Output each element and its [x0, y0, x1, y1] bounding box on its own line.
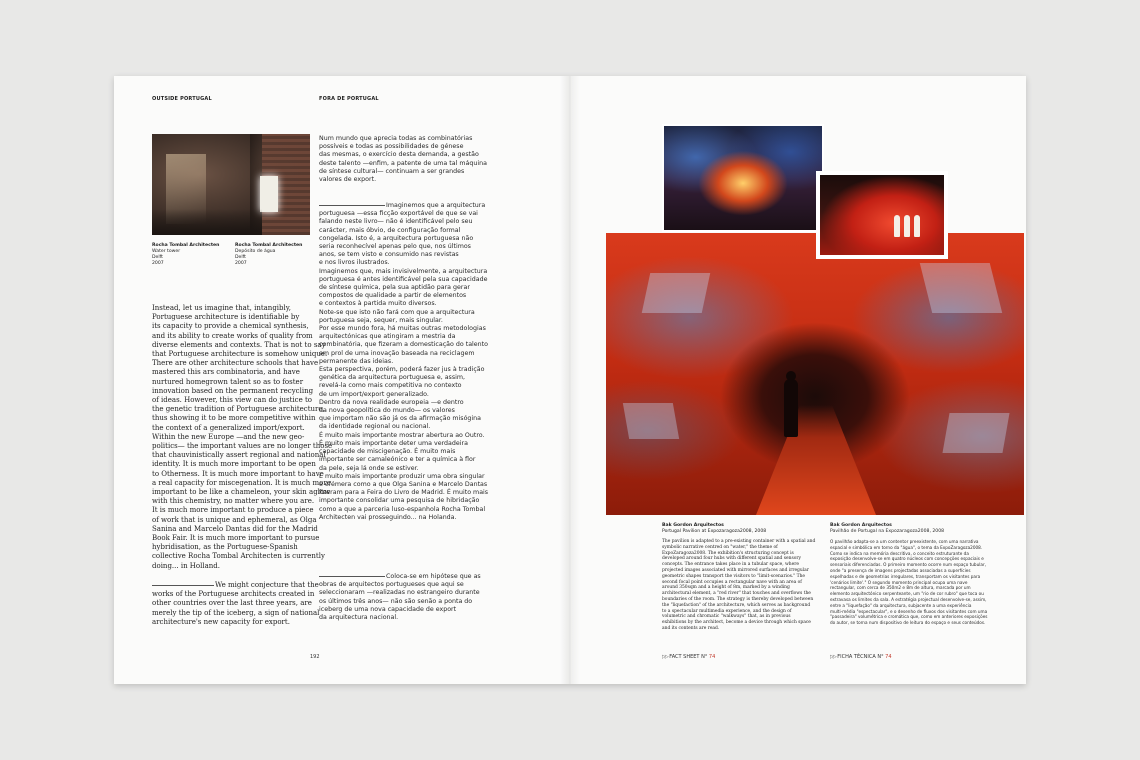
- caption-line: developed around four hubs with different spatial and sensory: [662, 556, 801, 562]
- text-line: de síntese cultural— continuam a ser grandes: [319, 167, 465, 175]
- text-line: falando neste livro— não é identificável pelo seu: [319, 218, 473, 226]
- figure-white: [904, 215, 910, 237]
- caption-line: elemento arquitectónico serpenteante, um "rio de cor rubro" que toca ou: [830, 591, 984, 597]
- caption-line: "passadeira" volumétrica e cromática que, como em anteriores exposições: [830, 614, 988, 620]
- text-line: portuguesa —essa ficção exportável de que se vai: [319, 210, 478, 218]
- caption-line: sensoriais diferenciadas. O primeiro momento ocorre num espaço tubular,: [830, 562, 987, 568]
- right-page: [570, 76, 1026, 684]
- text-line: arquitectónicas que atingiram a mestria da: [319, 333, 456, 341]
- text-line: seria reconhecível apenas pelo que, nos últimos: [319, 243, 471, 251]
- caption-line: the "liquefaction" of the architecture, which serves as background: [662, 602, 811, 608]
- figure-white: [914, 215, 920, 237]
- text-line: obras de arquitectos portugueses que aqui se: [319, 581, 464, 589]
- text-line: de um import/export generalizado.: [319, 390, 429, 398]
- caption-line: ExpoZaragoza2008. The exhibition's structuring concept is: [662, 550, 794, 556]
- english-body-conjecture: [152, 581, 320, 627]
- text-line: compostos de qualidade a partir de elementos: [319, 292, 467, 300]
- caption-line: to a spectacular multimedia experience, and the design of: [662, 608, 792, 614]
- caption-line: espacial e simbólica em torno da "água", o tema da ExpoZaragoza2008.: [830, 544, 983, 550]
- text-line: Imaginemos que a arquitectura: [319, 202, 489, 210]
- mirror-shard: [623, 403, 679, 439]
- text-line: possíveis e todas as possibilidades de génese: [319, 143, 464, 151]
- text-line: merely the tip of the iceberg, a sign of national: [152, 608, 320, 617]
- text-line: Imaginemos que, mais invisivelmente, a arquitectura: [319, 267, 488, 275]
- portuguese-body-main: [319, 202, 489, 522]
- text-line: with this chemistry, no matter where you are.: [152, 497, 315, 506]
- visitor-silhouette: [784, 379, 798, 437]
- caption-title: Rocha Tombal Architecten: [235, 243, 303, 248]
- text-line: Coloca-se em hipótese que as: [319, 573, 489, 581]
- text-line: importante ser camaleónico e ter a química à flor: [319, 456, 476, 464]
- caption-title: Bak Gordon Arquitectos: [662, 523, 724, 528]
- lead-rule: [152, 584, 214, 586]
- caption-line: boundaries of the room. The strategy is thereby developed between: [662, 596, 814, 602]
- text-line: and its ability to create works of quality from: [152, 331, 313, 340]
- caption-line: 2007: [152, 261, 164, 266]
- text-line: diverse elements and contexts. That is not to say: [152, 340, 326, 349]
- text-line: We might conjecture that the: [152, 581, 312, 590]
- text-line: Portuguese architecture is identifiable by: [152, 313, 300, 322]
- caption-line: concepts. The entrance takes place in a tubular space, where: [662, 562, 799, 568]
- text-line: carácter, mais óbvio, de configuração formal: [319, 226, 461, 234]
- caption-line: exposição desenvolve-se em quatro núcleos com concepções espaciais e: [830, 556, 984, 562]
- text-line: Note-se que isto não fará com que a arquitectura: [319, 308, 475, 316]
- caption-line: around 350sqm and a height of 8m, marked by a winding: [662, 585, 790, 591]
- text-line: em prol de uma inovação baseada na reciclagem: [319, 349, 475, 357]
- text-line: to Otherness. It is much more important to have: [152, 469, 324, 478]
- water-tower-photo: [152, 134, 310, 235]
- caption-line: architectural element, a "red river" that touches and overflows the: [662, 591, 811, 597]
- text-line: It is much more important to produce a piece: [152, 506, 314, 515]
- footer-label: FACT SHEET N°: [669, 654, 708, 660]
- lead-rule: [319, 204, 385, 206]
- text-line: É muito mais importante mostrar abertura ao Outro.: [319, 431, 485, 439]
- mirror-shard: [642, 273, 711, 313]
- text-line: identity. It is much more important to be open: [152, 460, 316, 469]
- text-line: importante consolidar uma pesquisa de hibridação: [319, 497, 480, 505]
- text-line: the context of a generalized import/export.: [152, 423, 305, 432]
- text-line: doing... in Holland.: [152, 561, 220, 570]
- caption-body: [830, 539, 994, 626]
- text-line: deste talento —enfim, a patente de uma tal máquina: [319, 159, 487, 167]
- text-line: permanente das ideias.: [319, 357, 394, 365]
- caption-line: projected images associated with mirrored surfaces and irregular: [662, 567, 809, 573]
- text-line: seleccionaram —realizadas no estrangeiro durante: [319, 589, 480, 597]
- caption-line: Delft: [235, 255, 246, 260]
- caption-line: O pavilhão adapta-se a um contentor preexistente, com uma narrativa: [830, 539, 979, 544]
- caption-line: 'cenários limite'." O segundo momento principal ocupa uma nave: [830, 579, 968, 585]
- text-line: como a que a parceria luso-espanhola Rocha Tombal: [319, 505, 486, 513]
- text-line: os últimos três anos— não são senão a ponta do: [319, 597, 473, 605]
- caption-line: extravasa os limites da sala. A estratégia projectual desenvolve-se, assim,: [830, 596, 987, 602]
- caption-line: and its contents are read.: [662, 625, 720, 631]
- tunnel-projection-photo: [662, 124, 824, 232]
- text-line: revelá-la como mais competitiva no contexto: [319, 382, 462, 390]
- text-line: Num mundo que aprecia todas as combinatórias: [319, 135, 473, 142]
- footer-label: FICHA TÉCNICA N°: [837, 654, 884, 660]
- left-page: [114, 76, 570, 684]
- red-walkway: [716, 405, 916, 515]
- text-line: Por esse mundo fora, há muitas outras metodologias: [319, 325, 486, 333]
- text-line: that Portuguese architecture is somehow unique.: [152, 350, 328, 359]
- text-line: iceberg de uma nova capacidade de export: [319, 605, 457, 613]
- caption-subtitle: Portugal Pavilion at Expozaragoza2008, 2008: [662, 529, 767, 534]
- caption-line: Delft: [152, 255, 163, 260]
- magazine-spread: [114, 76, 1026, 684]
- caption-line: entre a "liquefação" da arquitectura, subjacente a uma experiência: [830, 602, 972, 608]
- text-line: Esta perspectiva, porém, poderá fazer jus à tradição: [319, 366, 485, 374]
- text-line: of ideas. However, this view can do justice to: [152, 396, 313, 405]
- text-line: de síntese química, pela sua aptidão para gerar: [319, 284, 470, 292]
- footer-number: 74: [708, 654, 716, 660]
- text-line: of work that is unique and ephemeral, as Olga: [152, 515, 317, 524]
- caption-line: do autor, se torna num dispositivo de leitura do espaço e seus conteúdos.: [830, 620, 986, 626]
- text-line: There are other architecture schools that have: [152, 359, 319, 368]
- text-line: genética da arquitectura portuguesa e, assim,: [319, 374, 466, 382]
- text-line: important to be like a chameleon, your skin aglow: [152, 488, 331, 497]
- photo-caption-pt: [235, 243, 302, 267]
- caption-body: [662, 539, 824, 632]
- mirror-shard: [942, 413, 1009, 453]
- red-river-pavilion-photo: [606, 233, 1024, 515]
- pavilion-caption-en: [662, 523, 824, 632]
- caption-line: espelhadas e de geometrias irregulares, transportam os visitantes para: [830, 573, 981, 579]
- caption-line: geometric shapes transport the visitors to "limit-scenarios." The: [662, 573, 806, 579]
- text-line: valores de export.: [319, 176, 377, 184]
- text-line: anos, se tem visto e consumido nas revistas: [319, 251, 459, 259]
- caption-line: 2007: [235, 261, 247, 266]
- text-line: thus showing it to be more competitive within: [152, 414, 316, 423]
- text-line: nurtured homegrown talent so as to foster: [152, 377, 304, 386]
- caption-line: onde "a presença de imagens projectadas associadas a superfícies: [830, 567, 971, 573]
- caption-line: symbolic narrative centred on "water," the theme of: [662, 544, 778, 550]
- portuguese-body-hypothesis: [319, 573, 489, 622]
- mirror-shard: [920, 263, 1002, 313]
- text-line: hybridisation, as the Portuguese-Spanish: [152, 543, 298, 552]
- text-line: É muito mais importante deter uma verdadeira: [319, 439, 468, 447]
- text-line: da pele, seja lá onde se estiver.: [319, 464, 419, 472]
- caption-line: rectangular, com cerca de 350m2 e 8m de altura, marcada por um: [830, 585, 971, 591]
- text-line: combinatória, que fizeram a domesticação do talento: [319, 341, 488, 349]
- text-line: que importam não são já os da afirmação misógina: [319, 415, 482, 423]
- double-arrow-icon: ▷▷: [830, 654, 836, 660]
- caption-title: Rocha Tombal Architecten: [152, 243, 220, 248]
- text-line: fizeram para a Feira do Livro de Madrid. É muito mais: [319, 489, 489, 497]
- caption-line: Depósito de água: [235, 249, 276, 254]
- text-line: da nova geopolítica do mundo— os valores: [319, 407, 455, 415]
- fact-sheet-footer-en: [662, 654, 715, 660]
- text-line: its capacity to provide a chemical synthesis,: [152, 322, 309, 331]
- caption-title: Bak Gordon Arquitectos: [830, 523, 892, 528]
- text-line: e nos livros ilustrados.: [319, 259, 390, 267]
- caption-line: Como se indica na memória descritiva, o conceito estruturante da: [830, 550, 969, 556]
- caption-line: multi-média "espectacular", e o desenho de fluxos dos visitantes com uma: [830, 608, 988, 614]
- text-line: architecture's new capacity for export.: [152, 617, 290, 626]
- double-arrow-icon: ▷▷: [662, 654, 668, 660]
- running-head-pt: FORA DE PORTUGAL: [319, 96, 379, 102]
- text-line: congelada. Isto é, a arquitectura portuguesa não: [319, 234, 474, 242]
- text-line: Architecten vai prosseguindo... na Holanda.: [319, 513, 457, 521]
- text-line: das mesmas, o exercício desta demanda, a gestão: [319, 151, 479, 159]
- text-line: Dentro da nova realidade europeia —e dentro: [319, 398, 464, 406]
- pavilion-caption-pt: [830, 523, 994, 626]
- caption-subtitle: Pavilhão de Portugal na Expozaragoza2008, 2008: [830, 529, 945, 534]
- text-line: politics— the important values are no longer those: [152, 442, 333, 451]
- text-line: that chauvinistically assert regional and national: [152, 451, 326, 460]
- fact-sheet-footer-pt: [830, 654, 892, 660]
- floor-shadow: [152, 209, 262, 235]
- photo-caption-en: [152, 243, 219, 267]
- caption-line: The pavilion is adapted to a pre-existing container with a spatial and: [662, 539, 816, 544]
- text-line: e efémera como a que Olga Sanina e Marcelo Dantas: [319, 480, 488, 488]
- english-body-column: [152, 304, 333, 571]
- window-opening: [260, 176, 278, 212]
- text-line: a real capacity for miscegenation. It is much more: [152, 478, 331, 487]
- text-line: Book Fair. It is much more important to pursue: [152, 534, 320, 543]
- text-line: works of the Portuguese architects created in: [152, 590, 315, 599]
- text-line: innovation based on the permanent recycling: [152, 386, 314, 395]
- portuguese-body-intro: [319, 135, 489, 184]
- text-line: mastered this ars combinatoria, and have: [152, 368, 300, 377]
- text-line: portuguesa seja, sequer, mais singular.: [319, 316, 443, 324]
- text-line: portuguesa é antes identificável pela sua capacidade: [319, 275, 488, 283]
- text-line: Sanina and Marcelo Dantas did for the Madrid: [152, 524, 318, 533]
- text-line: Within the new Europe —and the new geo-: [152, 432, 305, 441]
- footer-number: 74: [885, 654, 892, 660]
- text-line: da identidade regional ou nacional.: [319, 423, 431, 431]
- red-room-figures-photo: [816, 171, 948, 259]
- text-line: collective Rocha Tombal Architecten is currently: [152, 552, 325, 561]
- figure-white: [894, 215, 900, 237]
- text-line: capacidade de miscigenação. É muito mais: [319, 448, 456, 456]
- text-line: da arquitectura nacional.: [319, 614, 399, 622]
- running-head-en: OUTSIDE PORTUGAL: [152, 96, 212, 102]
- text-line: e contextos à partida muito diversos.: [319, 300, 437, 308]
- page-number: 192: [310, 654, 320, 660]
- text-line: Instead, let us imagine that, intangibly,: [152, 304, 292, 312]
- caption-line: exhibitions by the architect, become a device through which space: [662, 620, 811, 626]
- lead-rule: [319, 575, 385, 577]
- text-line: É muito mais importante produzir uma obra singular: [319, 472, 485, 480]
- caption-line: Water tower: [152, 249, 181, 254]
- caption-line: second focal point occupies a rectangular nave with an area of: [662, 579, 802, 585]
- text-line: the genetic tradition of Portuguese architecture,: [152, 405, 325, 414]
- text-line: other countries over the last three years, are: [152, 599, 312, 608]
- caption-line: volumetric and chromatic "walkways" that, as in previous: [662, 614, 791, 620]
